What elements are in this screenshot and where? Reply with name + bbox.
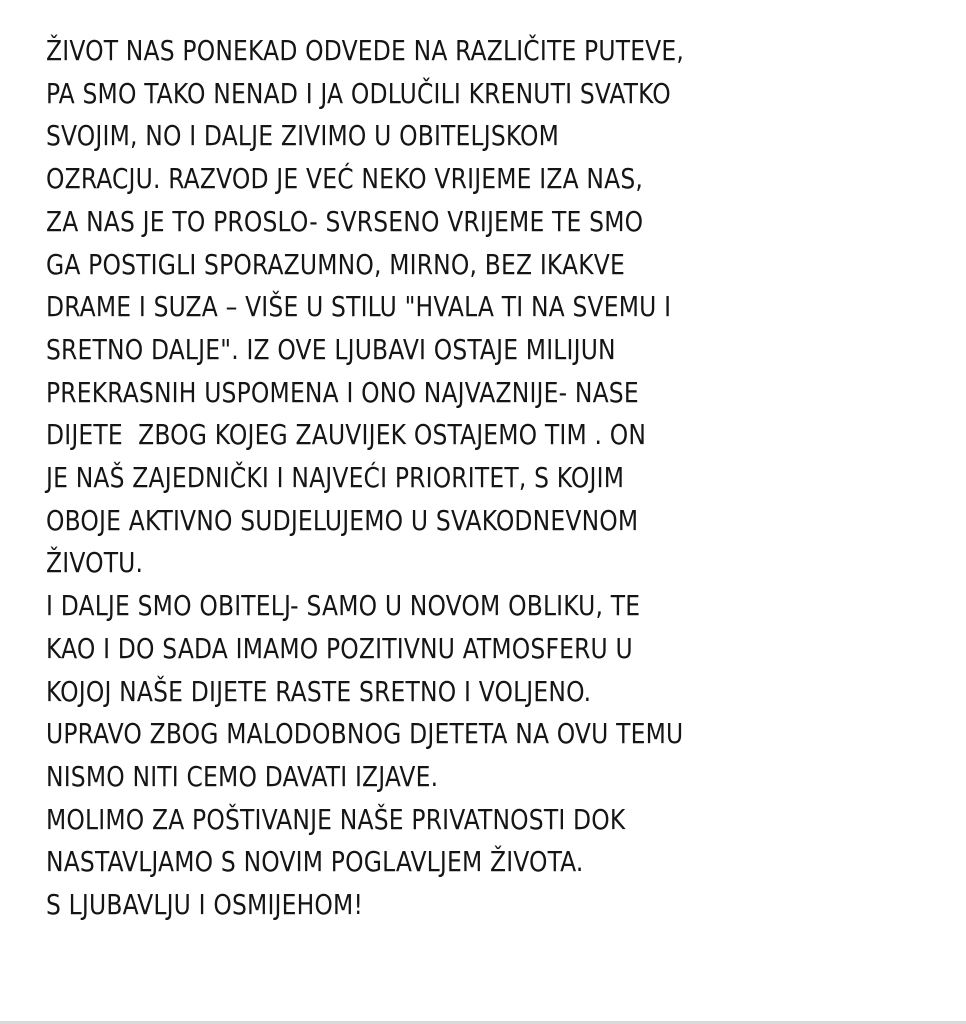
statement-line: ZA NAS JE TO PROSLO- SVRSENO VRIJEME TE SMO: [46, 204, 644, 238]
statement-line: ŽIVOTU.: [46, 546, 144, 580]
statement-line: DRAME I SUZA – VIŠE U STILU "HVALA TI NA SVEMU I: [46, 290, 672, 324]
statement-line: OZRACJU. RAZVOD JE VEĆ NEKO VRIJEME IZA NAS,: [46, 162, 644, 196]
statement-line: JE NAŠ ZAJEDNIČKI I NAJVEĆI PRIORITET, S KOJIM: [46, 461, 625, 495]
statement-text: [46, 30, 883, 927]
statement-line: PREKRASNIH USPOMENA I ONO NAJVAZNIJE- NASE: [46, 375, 639, 409]
statement-line: NASTAVLJAMO S NOVIM POGLAVLJEM ŽIVOTA.: [46, 845, 584, 879]
statement-line: DIJETE ZBOG KOJEG ZAUVIJEK OSTAJEMO TIM . ON: [46, 418, 647, 452]
statement-line: SVOJIM, NO I DALJE ZIVIMO U OBITELJSKOM: [46, 119, 560, 153]
statement-line: KAO I DO SADA IMAMO POZITIVNU ATMOSFERU U: [46, 631, 633, 665]
statement-line: GA POSTIGLI SPORAZUMNO, MIRNO, BEZ IKAKVE: [46, 247, 625, 281]
statement-line: MOLIMO ZA POŠTIVANJE NAŠE PRIVATNOSTI DOK: [46, 802, 626, 836]
statement-line: ŽIVOT NAS PONEKAD ODVEDE NA RAZLIČITE PUTEVE,: [46, 34, 685, 67]
statement-line: SRETNO DALJE". IZ OVE LJUBAVI OSTAJE MILIJUN: [46, 332, 616, 366]
statement-line: S LJUBAVLJU I OSMIJEHOM!: [46, 888, 364, 922]
statement-line: KOJOJ NAŠE DIJETE RASTE SRETNO I VOLJENO.: [46, 674, 592, 708]
statement-line: PA SMO TAKO NENAD I JA ODLUČILI KRENUTI SVATKO: [46, 76, 671, 110]
statement-line: I DALJE SMO OBITELJ- SAMO U NOVOM OBLIKU, TE: [46, 589, 641, 623]
statement-line: UPRAVO ZBOG MALODOBNOG DJETETA NA OVU TEMU: [46, 717, 684, 751]
statement-line: OBOJE AKTIVNO SUDJELUJEMO U SVAKODNEVNOM: [46, 503, 639, 537]
statement-line: NISMO NITI CEMO DAVATI IZJAVE.: [46, 759, 439, 793]
